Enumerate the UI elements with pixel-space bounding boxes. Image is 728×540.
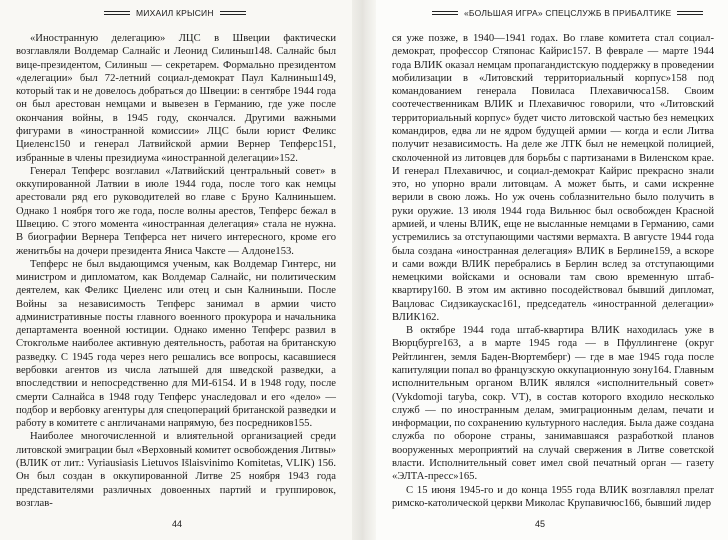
paragraph: С 15 июня 1945-го и до конца 1955 года ВЛИК возглавлял прелат римско-католической церкви Миколас Крупавичюс166, бывший лидер <box>392 484 714 509</box>
right-page <box>376 0 728 540</box>
header-title-right: «БОЛЬШАЯ ИГРА» СПЕЦСЛУЖБ В ПРИБАЛТИКЕ <box>464 8 672 18</box>
header-title-left: МИХАИЛ КРЫСИН <box>136 8 214 18</box>
book-gutter <box>352 0 376 540</box>
header-rule-right <box>677 11 703 15</box>
header-rule-left <box>432 11 458 15</box>
paragraph: Наиболее многочисленной и влиятельной организацией среди литовской эмиграции был «Верховный комитет освобождения Литвы» (ВЛИК от лит.: Vyriausiasis Lietuvos Išlaisvinimo Komitetas, VLIK) 156. Он был создан в оккупированной Литве 25 ноября 1943 года представителями различных довоенных партий и группировок, возглав- <box>16 431 336 509</box>
paragraph: В октябре 1944 года штаб-квартира ВЛИК находилась уже в Вюрцбурге163, а в марте 1945 года — в Пфуллингене (округ Рейтлинген, земля Баден-Вюртемберг) — где в мае 1945 года после капитуляции попал во французскую оккупационную зону164. Главным исполнительным органом ВЛИК являлся «исполнительный совет» (Vykdomoji taryba, сокр. VT), в состав которого входило несколько служб — по иностранным делам, эмиграционным делам, печати и информации, по сохранению культурного наследия. Была даже создана служба по обороне страны, занимавшаяся разработкой планов вооруженных мероприятий на случай свержения в Литве советской власти. Исполнительный совет имел свой печатный орган — газету «ЭЛТА-пресс»165. <box>392 325 714 483</box>
left-body-text <box>16 32 336 510</box>
paragraph: Генерал Тепферс возглавил «Латвийский центральный совет» в оккупированной Латвии в июле 1944 года, после того как немцы арестовали ряд его руководителей во главе с Бруно Калниньшем. Однако 1 ноября того же года, после волны арестов, Тепферс бежал в Швецию. С этого момента «иностранная делегация» стала не нужна. В биографии Вернера Тепферса нет ничего интересного, кроме его женитьбы на дочери президента Яниса Чаксте — Алдоне153. <box>16 165 336 257</box>
left-page <box>0 0 352 540</box>
paragraph: ся уже позже, в 1940—1941 годах. Во главе комитета стал социал-демократ, профессор Стяпонас Кайрис157. В феврале — марте 1944 года ВЛИК оказал немцам пропагандистскую поддержку в проведении мобилизации в «Литовский территориальный корпус»158 под командованием генерала Повиласа Плехавичюса158. Своим соотечественникам ВЛИК и Плехавичюс говорили, что «Литовский территориальный корпус» будет чисто литовской частью без немецких командиров, едва ли не ядром будущей армии — когда и если Литва получит независимость. На деле же ЛТК был не немецкой полицией, сколоченной из литовцев для борьбы с партизанами в Виленском крае. И генерал Плехавичюс, и социал-демократ Кайрис прекрасно знали это, но упорно врали литовцам. А может быть, и сами искренне верили в свою ложь. Но уж очень соблазнительно было получить в руки оружие. 13 июля 1944 года Вильнюс был освобожден Красной армией, и члены ВЛИК, еще не высланные немцами в Германию, сами устремились за отступающими частями вермахта. В августе 1944 года была создана «иностранная делегация» ВЛИК в Берлине159, а вскоре и сами вожди ВЛИК перебрались в Берлин вслед за отступающими немецкими войсками и основали там свою временную штаб-квартиру160. В этом им активно посодействовал бывший дипломат, Вацловас Сидзикаускас161, председатель «иностранной делегации» ВЛИК162. <box>392 33 714 323</box>
paragraph: Тепферс не был выдающимся ученым, как Волдемар Гинтерс, ни министром и дипломатом, как Волдемар Салнайс, ни политическим деятелем, как Феликс Циеленс или отец и сын Калниньши. После Войны за независимость Тепферс занимал в армии чисто административные посты главного военного прокурора и начальника департамента военной юстиции. Однако именно Тепферс развил в Стокгольме наиболее активную деятельность, работая на британскую разведку. С 1945 года через него решались все вопросы, касавшиеся вербовки агентов из числа латышей для шведской разведки, а впоследствии и непосредственно для МИ-6154. И в 1948 году, после смерти Салнайса в 1948 году Тепферс унаследовал и его «дело» — подбор и вербовку агентуры для спецопераций британской разведки и работу в комитете с англичанами напрямую, без посредников155. <box>16 258 336 430</box>
page-number-right: 45 <box>535 519 546 529</box>
right-body-text <box>392 32 714 510</box>
header-rule-right <box>220 11 246 15</box>
running-header-right <box>432 6 703 20</box>
header-rule-left <box>104 11 130 15</box>
running-header-left <box>104 6 246 20</box>
paragraph: «Иностранную делегацию» ЛЦС в Швеции фактически возглавляли Волдемар Салнайс и Леонид Силиньш148. Салнайс был вице-президентом, Силиньш — секретарем. Формально президентом «делегации» был 72-летний социал-демократ Паул Калниньш149, который так и не довелось добраться до Швеции: в сентябре 1944 года он был арестован немцами и вывезен в Германию, где уже после окончания войны, в 1945 году, скончался. Другими важными фигурами в «иностранной комиссии» ЛЦС были юрист Феликс Циеленс150 и генерал Латвийской армии Вернер Тепферс151, избранные в члены президиума «иностранной делегации»152. <box>16 33 336 164</box>
page-number-left: 44 <box>172 519 183 529</box>
